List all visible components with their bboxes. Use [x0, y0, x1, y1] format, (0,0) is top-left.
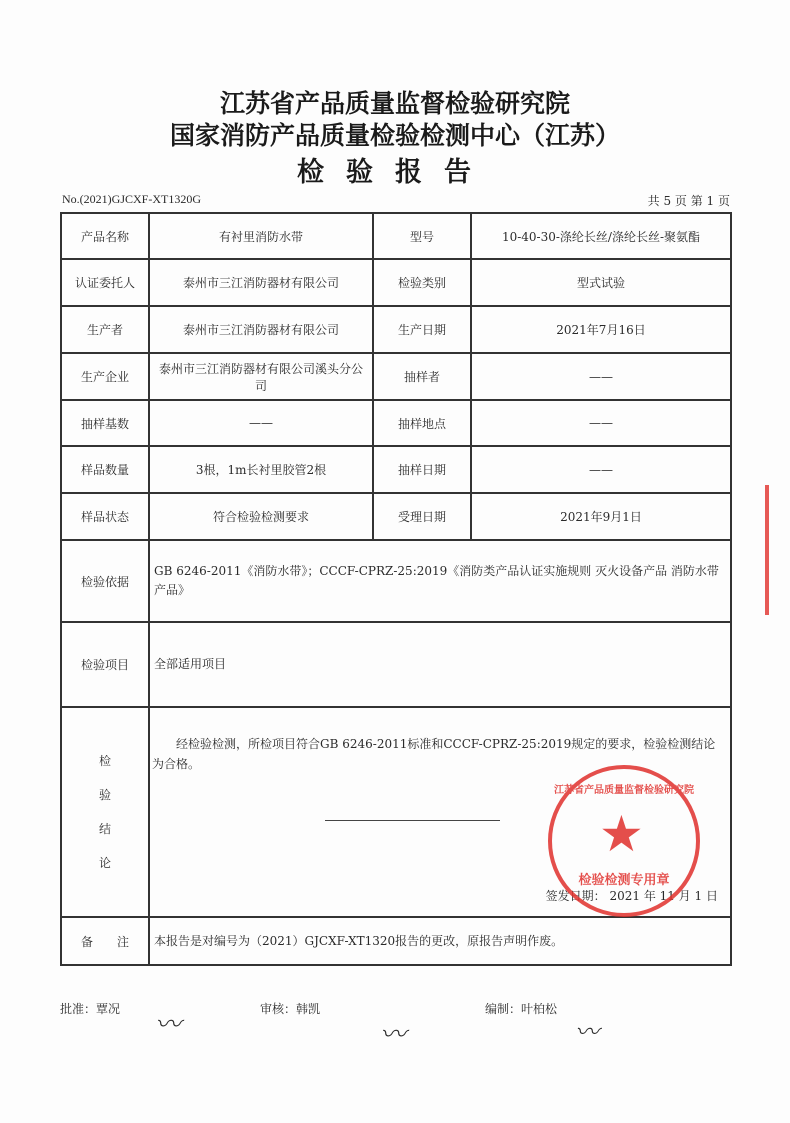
table-row — [61, 917, 731, 965]
approver-signature: 〰 — [155, 1010, 182, 1040]
field-label: 抽样者 — [373, 353, 471, 400]
field-label: 生产企业 — [61, 353, 149, 400]
conclusion-text: 经检验检测，所检项目符合GB 6246-2011标准和CCCF-CPRZ-25:2019规定的要求，检验检测结论为合格。 — [152, 737, 716, 771]
table-row — [61, 306, 731, 353]
official-seal — [548, 765, 700, 917]
table-row — [61, 353, 731, 400]
field-label: 抽样基数 — [61, 400, 149, 446]
field-label: 检验项目 — [61, 622, 149, 707]
field-value: 泰州市三江消防器材有限公司 — [149, 259, 373, 306]
table-row — [61, 259, 731, 306]
seal-text-top: 江苏省产品质量监督检验研究院 — [554, 785, 694, 796]
field-label: 备 注 — [61, 917, 149, 965]
conclusion-label — [61, 707, 149, 917]
table-row — [61, 540, 731, 622]
field-label: 产品名称 — [61, 213, 149, 259]
label-char: 论 — [98, 856, 111, 870]
table-row — [61, 446, 731, 493]
page-count: 共 5 页 第 1 页 — [647, 194, 730, 208]
field-value: —— — [471, 353, 731, 400]
compiler-signature: 〰 — [575, 1018, 599, 1046]
label-char: 验 — [98, 788, 111, 802]
field-value: 10-40-30-涤纶长丝/涤纶长丝-聚氨酯 — [471, 213, 731, 259]
field-value: 泰州市三江消防器材有限公司溪头分公司 — [149, 353, 373, 400]
field-label: 样品状态 — [61, 493, 149, 540]
field-label: 抽样地点 — [373, 400, 471, 446]
seal-text-bottom: 检验检测专用章 — [578, 873, 670, 888]
field-label: 检验依据 — [61, 540, 149, 622]
field-label: 生产者 — [61, 306, 149, 353]
perforation-seal — [765, 485, 790, 615]
field-label: 认证委托人 — [61, 259, 149, 306]
field-label: 生产日期 — [373, 306, 471, 353]
field-value: 符合检验检测要求 — [149, 493, 373, 540]
field-value: 有衬里消防水带 — [149, 213, 373, 259]
field-label: 受理日期 — [373, 493, 471, 540]
approver: 批准：覃况 — [60, 1002, 121, 1016]
sign-date: 签发日期： 2021 年 11 月 1 日 — [545, 889, 718, 903]
label-char: 检 — [98, 754, 111, 768]
reviewer: 审核：韩凯 — [260, 1002, 321, 1016]
field-label: 抽样日期 — [373, 446, 471, 493]
field-value: 全部适用项目 — [149, 622, 731, 707]
table-row — [61, 213, 731, 259]
report-title: 检验报告 — [297, 157, 493, 188]
table-row — [61, 493, 731, 540]
field-value: —— — [149, 400, 373, 446]
reviewer-signature: 〰 — [380, 1020, 407, 1050]
field-value: 型式试验 — [471, 259, 731, 306]
table-row — [61, 622, 731, 707]
field-label: 检验类别 — [373, 259, 471, 306]
star-icon: ★ — [599, 805, 644, 863]
field-value: GB 6246-2011《消防水带》；CCCF-CPRZ-25:2019《消防类产品认证实施规则 灭火设备产品 消防水带产品》 — [149, 540, 731, 622]
report-number: No.(2021)GJCXF-XT1320G — [62, 192, 201, 206]
field-value: 3根，1m长衬里胶管2根 — [149, 446, 373, 493]
field-value: 2021年7月16日 — [471, 306, 731, 353]
field-value: —— — [471, 400, 731, 446]
field-value: —— — [471, 446, 731, 493]
field-label: 样品数量 — [61, 446, 149, 493]
field-label: 型号 — [373, 213, 471, 259]
table-row — [61, 400, 731, 446]
field-value: 2021年9月1日 — [471, 493, 731, 540]
center-name: 国家消防产品质量检验检测中心（江苏） — [169, 121, 620, 150]
compiler: 编制：叶柏松 — [485, 1002, 558, 1016]
field-value: 本报告是对编号为（2021）GJCXF-XT1320报告的更改，原报告声明作废。 — [149, 917, 731, 965]
field-value: 泰州市三江消防器材有限公司 — [149, 306, 373, 353]
signature-line — [325, 820, 500, 821]
label-char: 结 — [98, 822, 111, 836]
institute-name: 江苏省产品质量监督检验研究院 — [219, 89, 570, 118]
